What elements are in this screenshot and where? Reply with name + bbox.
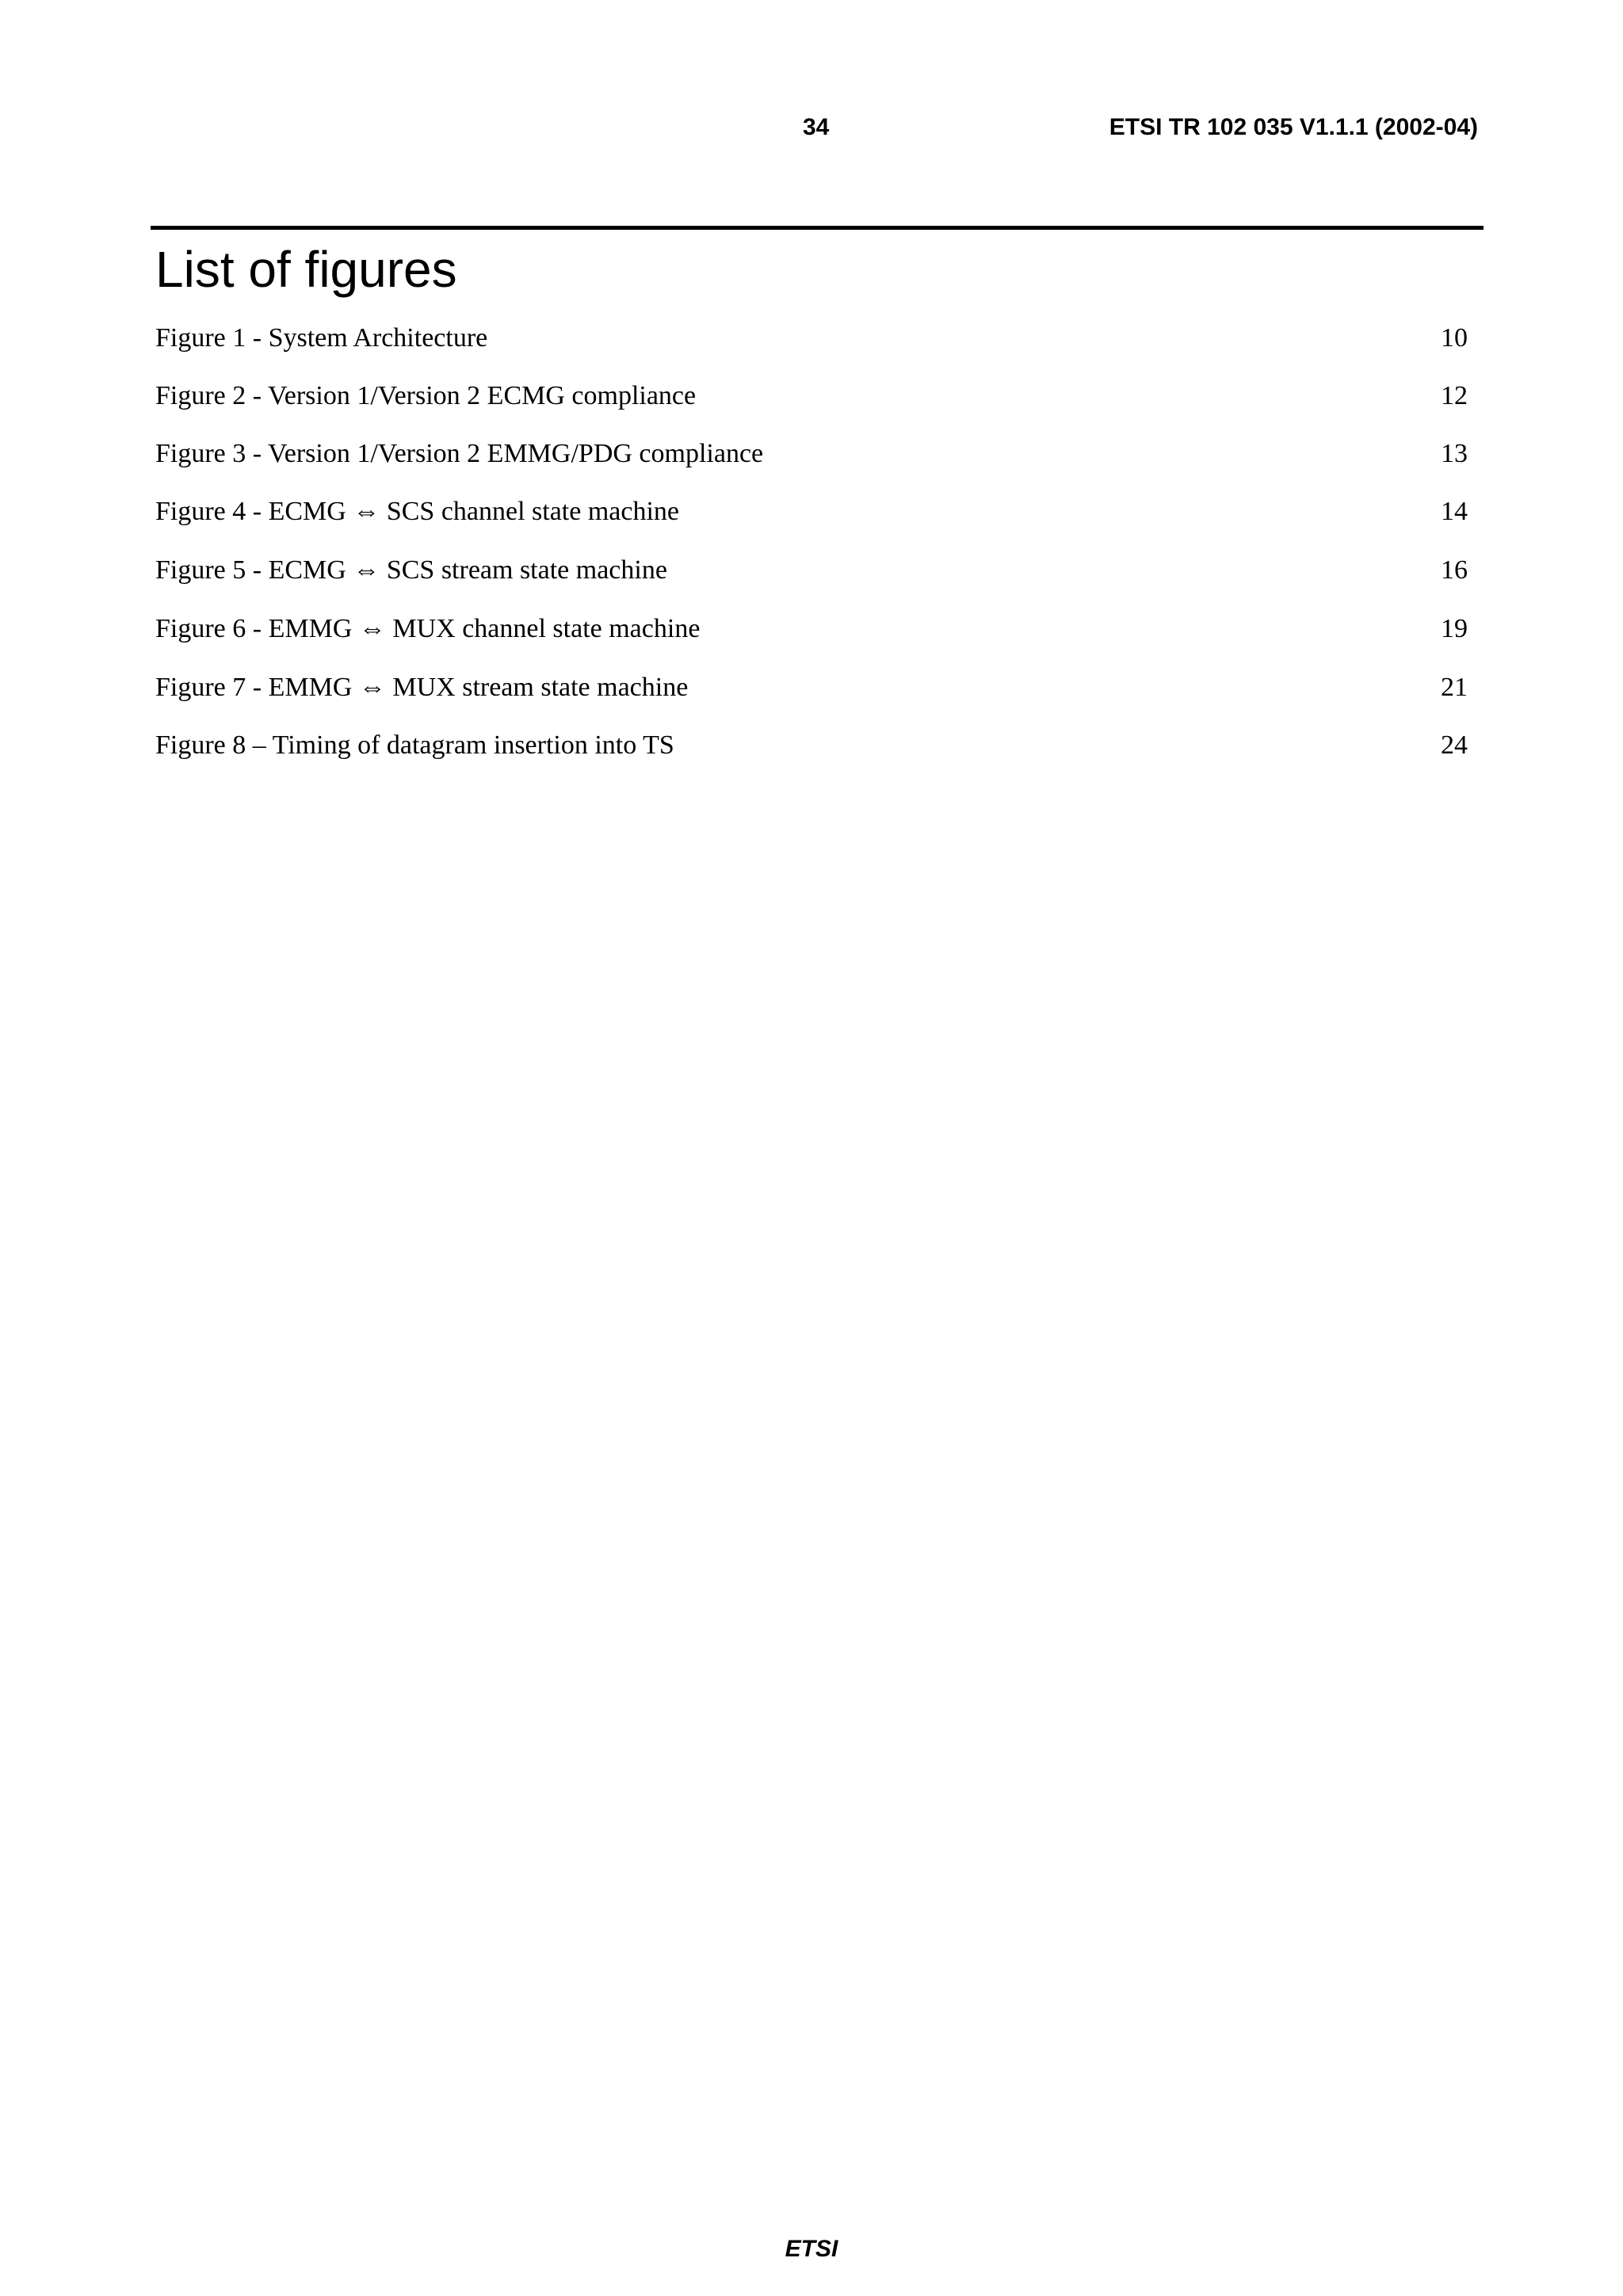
- figure-entry[interactable]: [155, 490, 1468, 549]
- figure-caption: Figure 6 - EMMG ⇔ MUX channel state machine: [155, 614, 701, 643]
- figure-entry[interactable]: [155, 724, 1468, 782]
- figure-list: [155, 317, 1468, 782]
- figure-page-number: 10: [1441, 323, 1468, 353]
- figure-entry[interactable]: [155, 549, 1468, 608]
- figure-caption: Figure 8 – Timing of datagram insertion into TS: [155, 730, 674, 760]
- figure-entry[interactable]: [155, 433, 1468, 490]
- figure-page-number: 19: [1441, 614, 1468, 643]
- page-header: [0, 114, 1623, 146]
- figure-page-number: 21: [1441, 673, 1468, 702]
- figure-page-number: 13: [1441, 439, 1468, 468]
- figure-entry[interactable]: [155, 317, 1468, 375]
- document-reference: ETSI TR 102 035 V1.1.1 (2002-04): [1109, 114, 1478, 140]
- page-number: 34: [803, 114, 830, 140]
- figure-page-number: 16: [1441, 555, 1468, 585]
- figure-caption: Figure 5 - ECMG ⇔ SCS stream state machine: [155, 555, 667, 585]
- figure-page-number: 14: [1441, 497, 1468, 526]
- section-divider: [151, 226, 1484, 230]
- section-title: List of figures: [155, 241, 457, 298]
- figure-caption: Figure 4 - ECMG ⇔ SCS channel state machine: [155, 497, 680, 526]
- figure-caption: Figure 1 - System Architecture: [155, 323, 488, 353]
- figure-caption: Figure 2 - Version 1/Version 2 ECMG compliance: [155, 381, 697, 410]
- figure-entry[interactable]: [155, 608, 1468, 666]
- figure-caption: Figure 3 - Version 1/Version 2 EMMG/PDG compliance: [155, 439, 764, 468]
- figure-entry[interactable]: [155, 666, 1468, 724]
- page-footer: ETSI: [785, 2236, 838, 2262]
- figure-page-number: 12: [1441, 381, 1468, 410]
- figure-caption: Figure 7 - EMMG ⇔ MUX stream state machine: [155, 673, 689, 702]
- figure-entry[interactable]: [155, 375, 1468, 433]
- figure-page-number: 24: [1441, 730, 1468, 760]
